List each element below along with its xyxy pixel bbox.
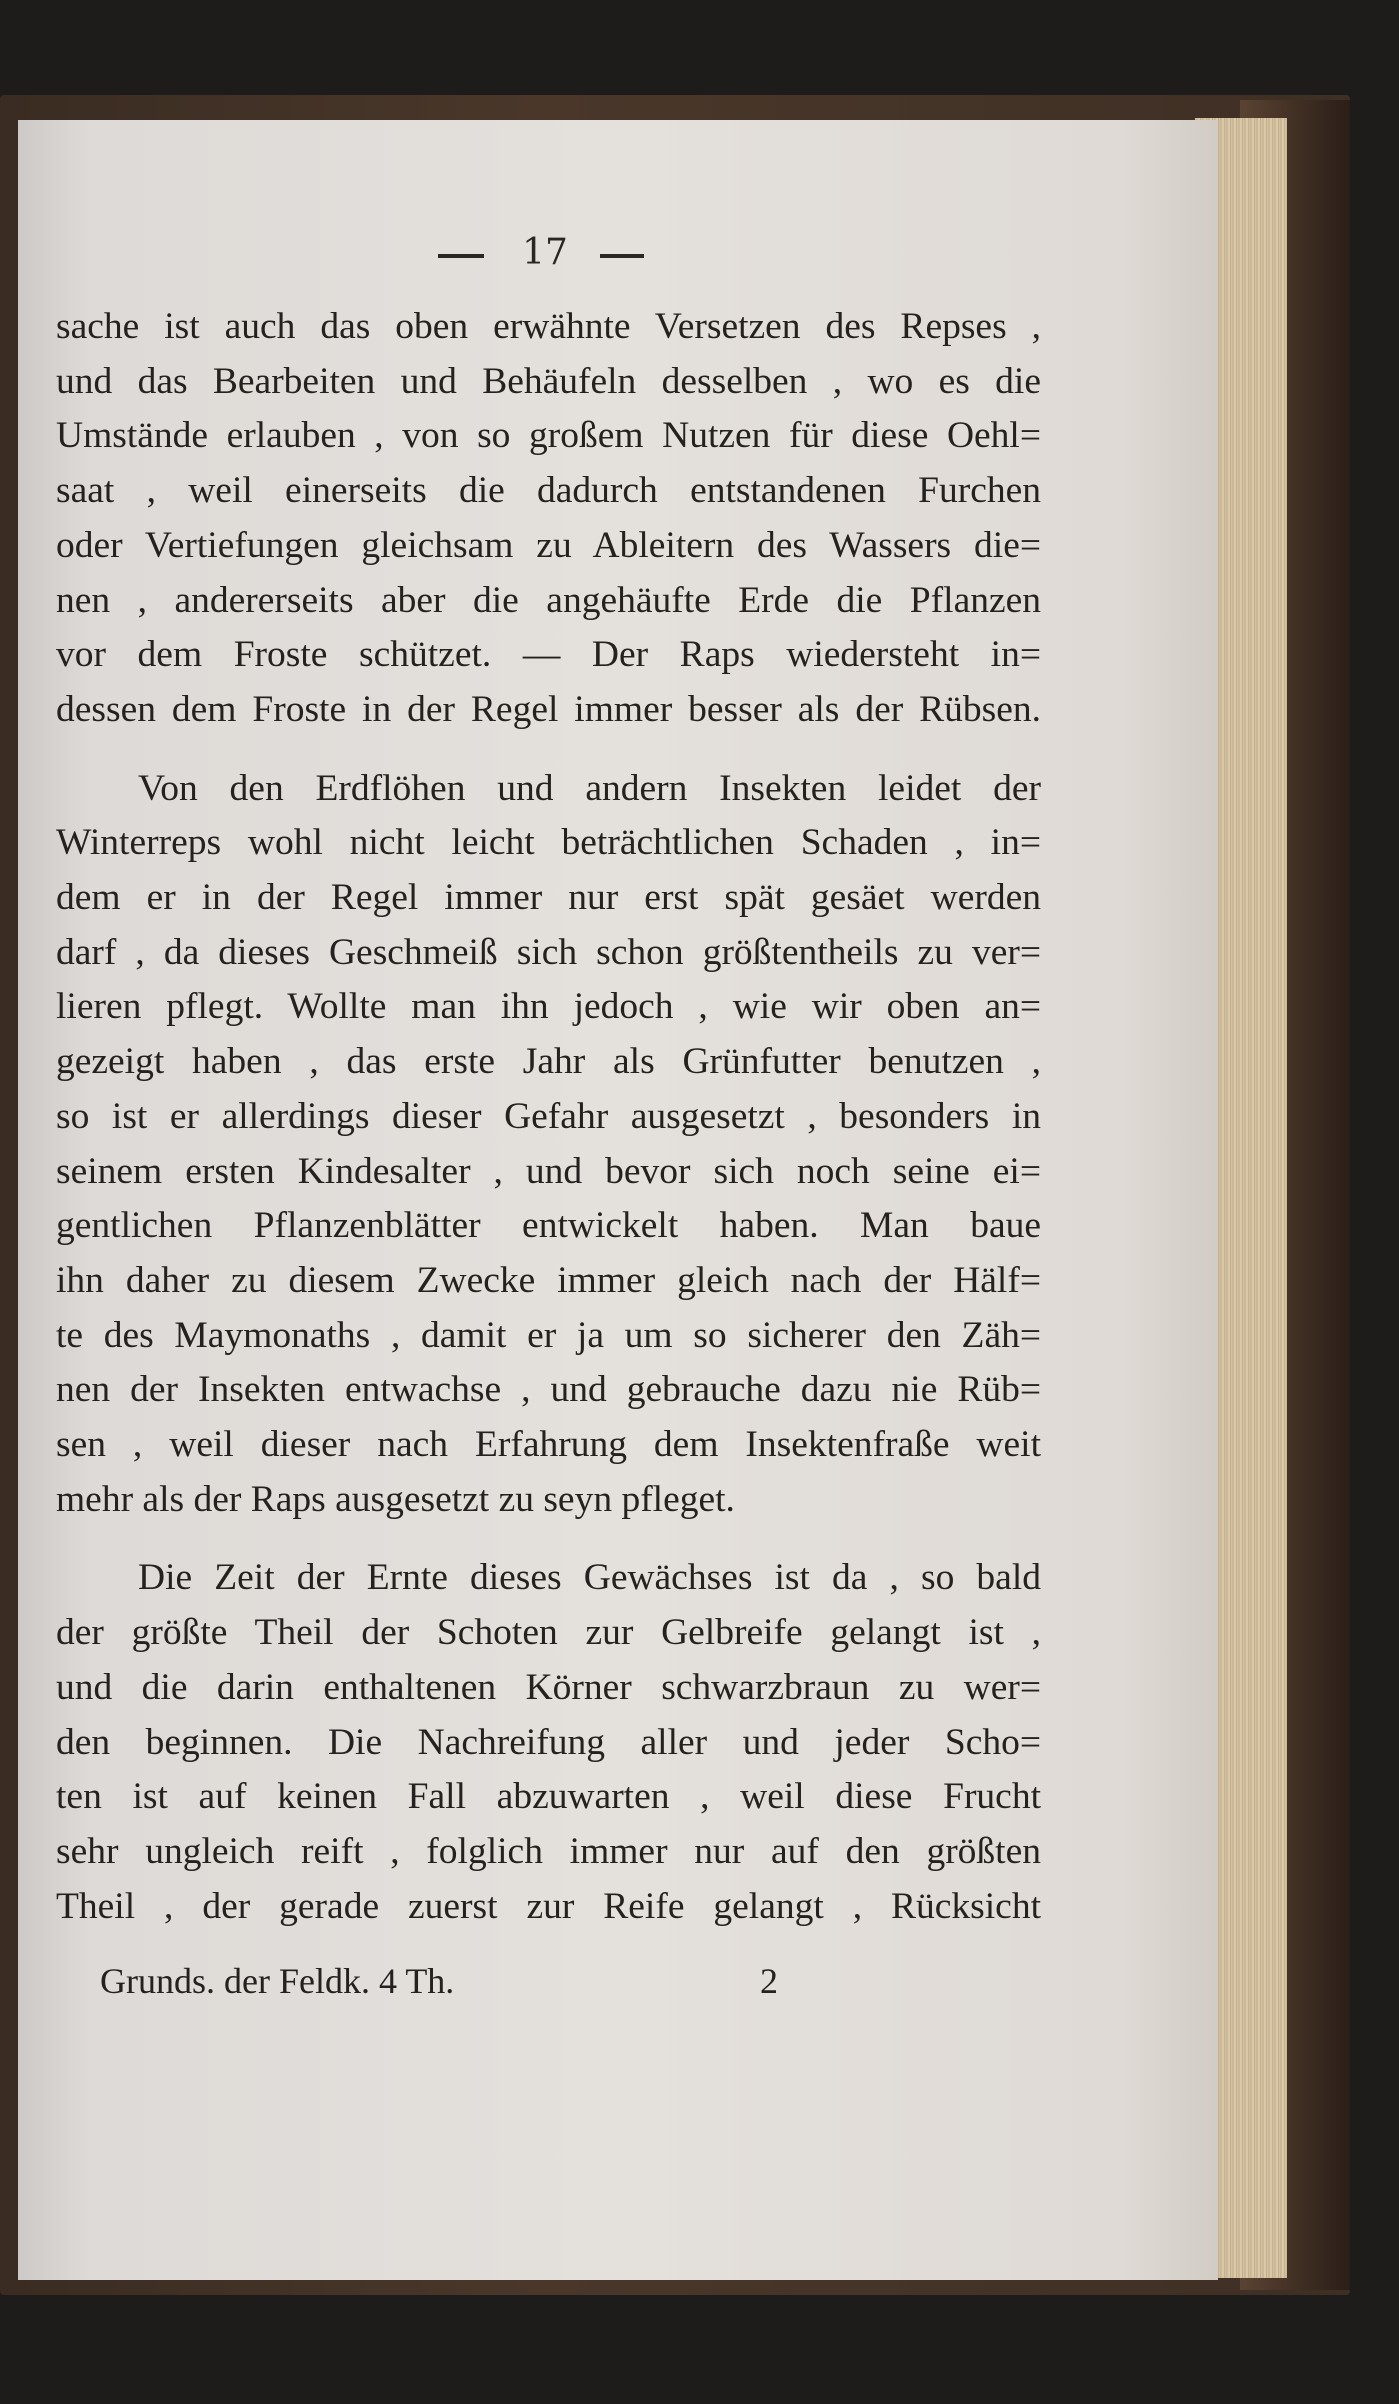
paragraph-3 [56,1551,1041,1934]
text-line: seinem ersten Kindesalter , und bevor sich noch seine ei= [56,1150,1041,1192]
sheet-mark: 2 [760,1961,778,2001]
text-line: so ist er allerdings dieser Gefahr ausgesetzt , besonders in [56,1095,1041,1137]
text-line: den beginnen. Die Nachreifung aller und jeder Scho= [56,1721,1041,1763]
text-line: Von den Erdflöhen und andern Insekten leidet der [138,767,1041,809]
text-line: oder Vertiefungen gleichsam zu Ableitern des Wassers die= [56,524,1041,566]
text-line: der größte Theil der Schoten zur Gelbreife gelangt ist , [56,1612,1041,1654]
text-line: dem er in der Regel immer nur erst spät gesäet werden [56,877,1041,919]
text-line: und die darin enthaltenen Körner schwarzbraun zu wer= [56,1666,1041,1708]
header-dash-right [600,254,644,258]
text-line: saat , weil einerseits die dadurch entstandenen Furchen [56,470,1041,512]
page-footer [100,1960,820,2014]
text-line: nen der Insekten entwachse , und gebrauche dazu nie Rüb= [56,1369,1041,1411]
text-line: Umstände erlauben , von so großem Nutzen für diese Oehl= [56,415,1041,457]
text-line: und das Bearbeiten und Behäufeln desselben , wo es die [56,360,1041,402]
page-number: 17 [522,232,568,273]
text-line: sen , weil dieser nach Erfahrung dem Insektenfraße weit [56,1424,1041,1466]
text-line: Die Zeit der Ernte dieses Gewächses ist da , so bald [138,1557,1041,1599]
text-line: ten ist auf keinen Fall abzuwarten , weil diese Frucht [56,1776,1041,1818]
page-header [0,232,1399,292]
paragraph-1 [56,300,1041,738]
text-line: vor dem Froste schützet. — Der Raps wiedersteht in= [56,634,1041,676]
text-line: gezeigt haben , das erste Jahr als Grünfutter benutzen , [56,1041,1041,1083]
text-line: sache ist auch das oben erwähnte Versetzen des Repses , [56,306,1041,347]
text-line: Theil , der gerade zuerst zur Reife gelangt , Rücksicht [56,1885,1041,1927]
text-line: mehr als der Raps ausgesetzt zu seyn pfleget. [56,1478,735,1520]
paragraph-2 [56,762,1041,1528]
text-line: lieren pflegt. Wollte man ihn jedoch , wie wir oben an= [56,986,1041,1028]
text-line: nen , andererseits aber die angehäufte Erde die Pflanzen [56,579,1041,621]
page-body [56,300,1041,1934]
text-line: te des Maymonaths , damit er ja um so sicherer den Zäh= [56,1314,1041,1356]
text-line: Winterreps wohl nicht leicht beträchtlichen Schaden , in= [56,822,1041,864]
text-line: darf , da dieses Geschmeiß sich schon größtentheils zu ver= [56,931,1041,973]
text-line: dessen dem Froste in der Regel immer besser als der Rübsen. [56,688,1041,730]
header-dash-left [438,254,484,258]
text-line: ihn daher zu diesem Zwecke immer gleich nach der Hälf= [56,1259,1041,1301]
text-line: gentlichen Pflanzenblätter entwickelt haben. Man baue [56,1205,1041,1247]
signature-line: Grunds. der Feldk. 4 Th. [100,1961,455,2001]
text-line: sehr ungleich reift , folglich immer nur auf den größten [56,1830,1041,1872]
